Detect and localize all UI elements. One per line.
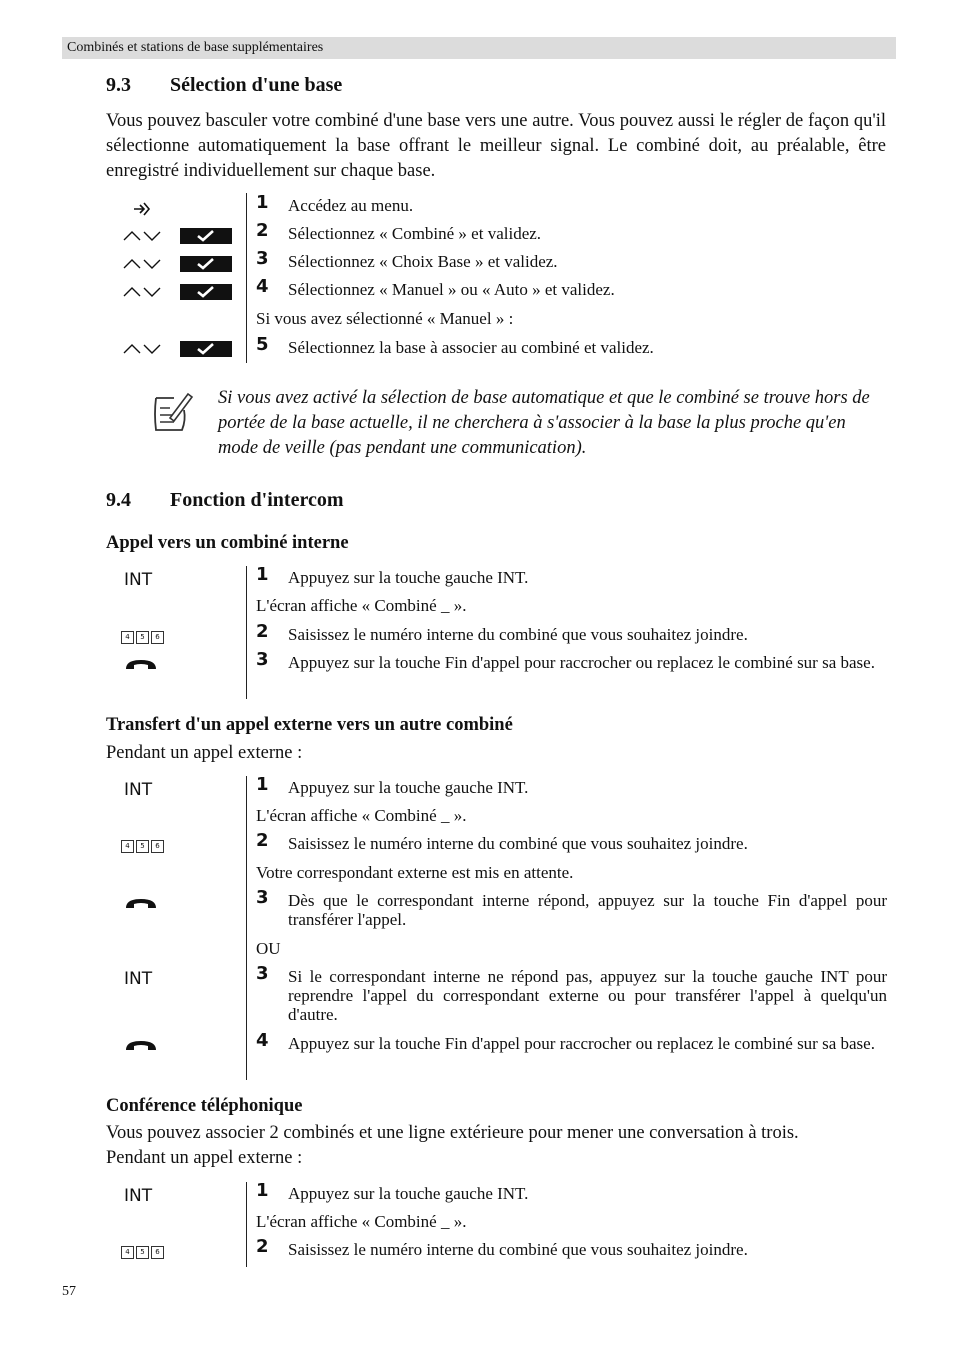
step: [256, 248, 887, 271]
transfert-intro: Pendant un appel externe :: [106, 743, 303, 763]
subsection-conference-heading: Conférence téléphonique: [106, 1096, 303, 1116]
keypad-key: 5: [136, 840, 149, 853]
step-text: Accédez au menu.: [288, 196, 414, 215]
step-number: 1: [256, 564, 269, 585]
step: [256, 220, 887, 243]
step-text: Saisissez le numéro interne du combiné que vous souhaitez joindre.: [288, 834, 748, 853]
section-number: 9.3: [106, 74, 131, 96]
section-number: 9.4: [106, 489, 131, 511]
up-down-arrows-icon: [122, 256, 164, 272]
step-text: Appuyez sur la touche Fin d'appel pour raccrocher ou replacez le combiné sur sa base.: [288, 653, 875, 672]
screen-note: L'écran affiche « Combiné _ ».: [256, 806, 467, 825]
screen-note: L'écran affiche « Combiné _ ».: [256, 596, 467, 615]
step: [256, 1236, 887, 1259]
step: [256, 192, 887, 215]
keypad-key: 5: [136, 631, 149, 644]
step-number: 3: [256, 649, 269, 670]
step-number: 1: [256, 774, 269, 795]
step-number: 2: [256, 830, 269, 851]
or-separator: OU: [256, 939, 281, 958]
step-number: 5: [256, 334, 269, 355]
step-text: Appuyez sur la touche gauche INT.: [288, 778, 529, 797]
keypad-icon: [121, 1246, 164, 1259]
running-header: [62, 37, 896, 59]
int-key-icon: INT: [124, 570, 153, 590]
step: [256, 564, 887, 587]
keypad-key: 6: [151, 840, 164, 853]
step-text: Appuyez sur la touche gauche INT.: [288, 568, 529, 587]
subsection-appel-heading: Appel vers un combiné interne: [106, 533, 349, 553]
step-number: 3: [256, 887, 269, 908]
step-divider: [246, 566, 247, 699]
step-number: 4: [256, 1030, 269, 1051]
section-title: Fonction d'intercom: [170, 489, 344, 511]
note-pencil-icon: [150, 390, 196, 436]
subsection-transfert-heading: Transfert d'un appel externe vers un autre combiné: [106, 715, 513, 735]
keypad-key: 6: [151, 631, 164, 644]
step-text: Sélectionnez « Manuel » ou « Auto » et validez.: [288, 280, 615, 299]
keypad-key: 4: [121, 631, 134, 644]
menu-key-icon: [132, 200, 152, 218]
step-number: 3: [256, 963, 269, 984]
step: [256, 649, 887, 672]
screen-note: L'écran affiche « Combiné _ ».: [256, 1212, 467, 1231]
section-9-3-intro: Vous pouvez basculer votre combiné d'une base vers une autre. Vous pouvez aussi le régler de façon qu'il sélectionne automatiquement la base offrant le meilleur signal. Le combiné doit, au préalable, être enregistré individuellement sur chaque base.: [106, 111, 886, 181]
step-number: 2: [256, 220, 269, 241]
keypad-key: 4: [121, 840, 134, 853]
step: [256, 1180, 887, 1203]
step-text: Si le correspondant interne ne répond pas, appuyez sur la touche gauche INT pour reprendre l'appel du correspondant externe ou pour transférer l'appel à quelqu'un d'autre.: [288, 967, 887, 1024]
section-9-4-heading: [106, 489, 344, 512]
step: [256, 334, 887, 357]
int-key-icon: INT: [124, 969, 153, 989]
step-number: 4: [256, 276, 269, 297]
validate-key-icon: [180, 228, 232, 244]
up-down-arrows-icon: [122, 341, 164, 357]
step-text: Saisissez le numéro interne du combiné que vous souhaitez joindre.: [288, 625, 748, 644]
conference-intro-2: Pendant un appel externe :: [106, 1148, 303, 1168]
step-number: 1: [256, 1180, 269, 1201]
keypad-key: 5: [136, 1246, 149, 1259]
auto-selection-note: Si vous avez activé la sélection de base automatique et que le combiné se trouve hors de portée de la base actuelle, il ne cherchera à s'associer à la base la plus proche qu'en mode de veille (pas pendant une communication).: [218, 388, 870, 458]
step-text: Appuyez sur la touche gauche INT.: [288, 1184, 529, 1203]
conference-intro: Vous pouvez associer 2 combinés et une ligne extérieure pour mener une conversation à trois.: [106, 1123, 799, 1143]
keypad-icon: [121, 631, 164, 644]
step-text: Sélectionnez « Choix Base » et validez.: [288, 252, 558, 271]
section-9-3-heading: [106, 74, 342, 97]
up-down-arrows-icon: [122, 284, 164, 300]
step: [256, 1030, 887, 1053]
step-text: Saisissez le numéro interne du combiné que vous souhaitez joindre.: [288, 1240, 748, 1259]
step: [256, 887, 887, 929]
keypad-icon: [121, 840, 164, 853]
validate-key-icon: [180, 341, 232, 357]
keypad-key: 6: [151, 1246, 164, 1259]
end-call-icon: [124, 657, 158, 673]
step-number: 2: [256, 621, 269, 642]
step-text: Sélectionnez « Combiné » et validez.: [288, 224, 542, 243]
step: [256, 963, 887, 1024]
step-text: Dès que le correspondant interne répond, appuyez sur la touche Fin d'appel pour transférer l'appel.: [288, 891, 887, 929]
step-text: Sélectionnez la base à associer au combiné et validez.: [288, 338, 654, 357]
step: [256, 276, 887, 299]
end-call-icon: [124, 896, 158, 912]
step-divider: [246, 193, 247, 363]
up-down-arrows-icon: [122, 228, 164, 244]
page-number: 57: [62, 1284, 76, 1299]
end-call-icon: [124, 1038, 158, 1054]
running-title: Combinés et stations de base supplémentaires: [67, 40, 324, 55]
validate-key-icon: [180, 256, 232, 272]
step-number: 2: [256, 1236, 269, 1257]
step-number: 1: [256, 192, 269, 213]
hold-note: Votre correspondant externe est mis en attente.: [256, 863, 574, 882]
step: [256, 830, 887, 853]
step-divider: [246, 776, 247, 1080]
step-text: Appuyez sur la touche Fin d'appel pour raccrocher ou replacez le combiné sur sa base.: [288, 1034, 875, 1053]
step-number: 3: [256, 248, 269, 269]
step: [256, 621, 887, 644]
step: [256, 774, 887, 797]
validate-key-icon: [180, 284, 232, 300]
int-key-icon: INT: [124, 1186, 153, 1206]
keypad-key: 4: [121, 1246, 134, 1259]
step-divider: [246, 1182, 247, 1267]
section-title: Sélection d'une base: [170, 74, 343, 96]
if-manual-note: Si vous avez sélectionné « Manuel » :: [256, 309, 514, 328]
int-key-icon: INT: [124, 780, 153, 800]
